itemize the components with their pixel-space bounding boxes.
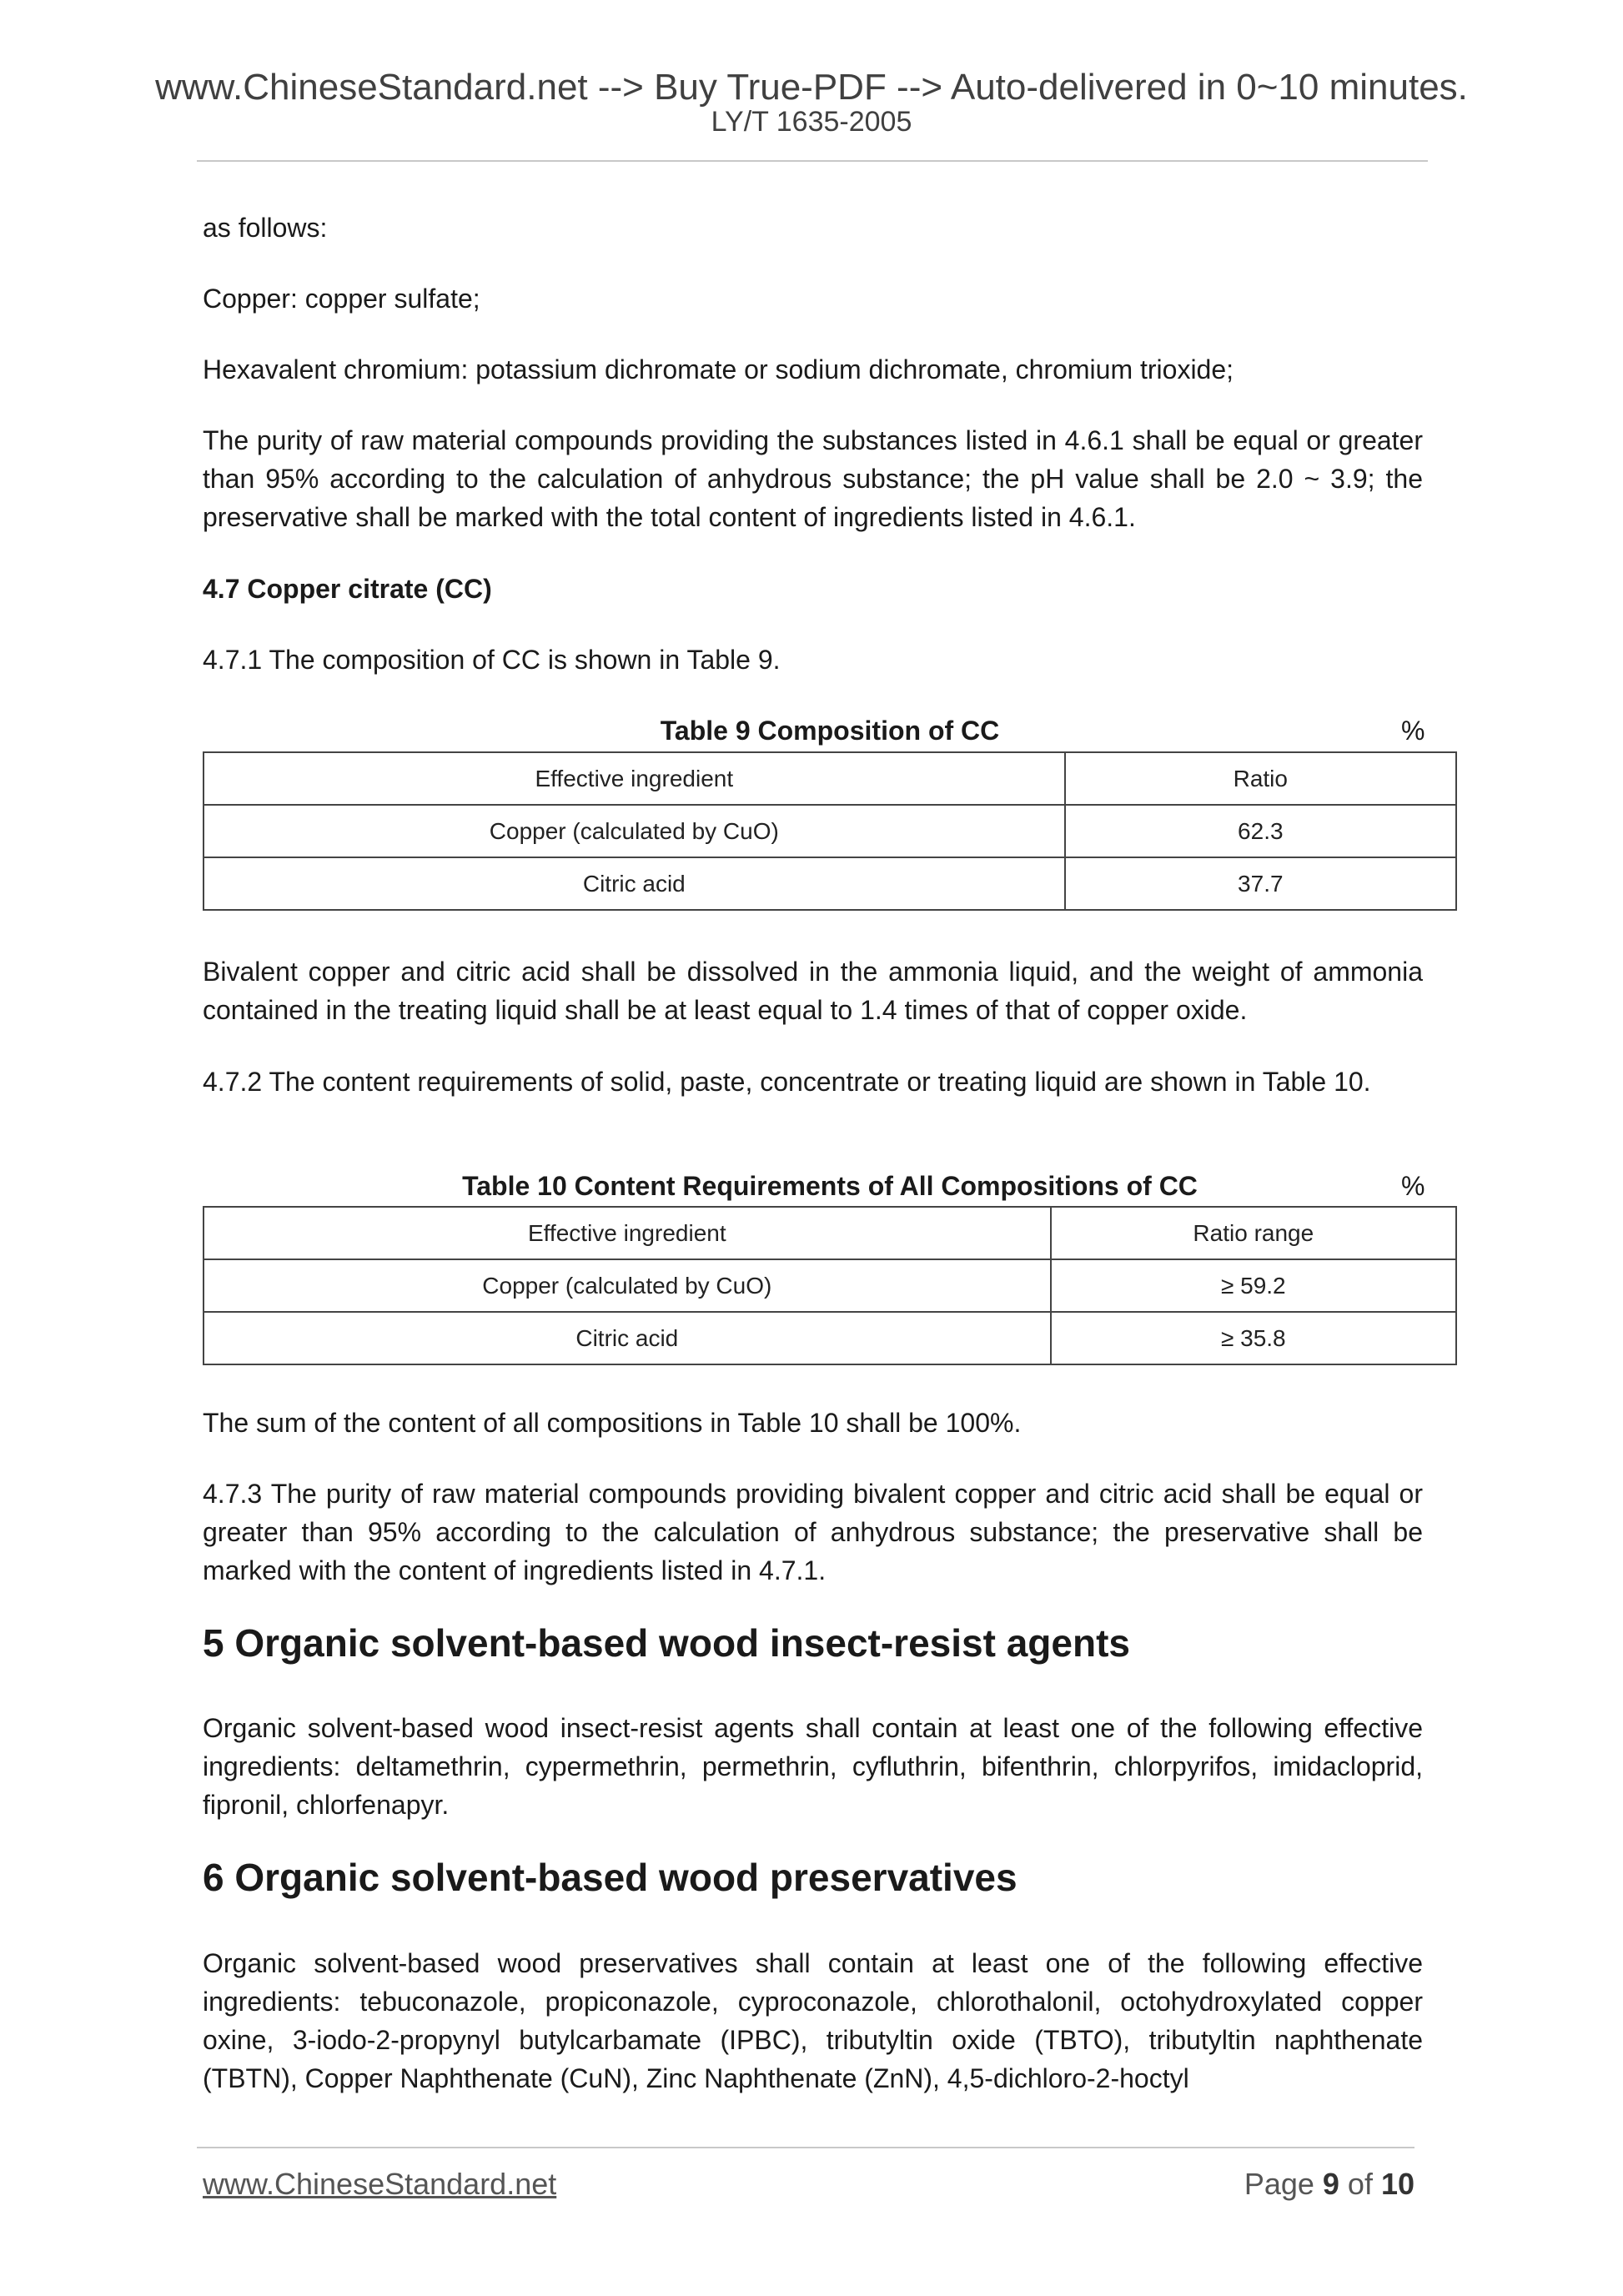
table9-header-row xyxy=(204,752,1456,805)
paragraph-as-follows: as follows: xyxy=(203,213,328,243)
section-heading-6: 6 Organic solvent-based wood preservatives xyxy=(203,1856,1018,1899)
table-cell: ≥ 35.8 xyxy=(1051,1312,1456,1364)
standard-code: LY/T 1635-2005 xyxy=(711,106,912,138)
table-row xyxy=(204,805,1456,857)
paragraph-sum: The sum of the content of all compositions in Table 10 shall be 100%. xyxy=(203,1408,1022,1438)
paragraph-4-7-2: 4.7.2 The content requirements of solid, paste, concentrate or treating liquid are shown in Table 10. xyxy=(203,1067,1371,1097)
paragraph-4-7-3: 4.7.3 The purity of raw material compounds providing bivalent copper and citric acid shall be equal or greater than 95% according to the calculation of anhydrous substance; the preservative shall be marked with the content of ingredients listed in 4.7.1. xyxy=(203,1479,1423,1585)
table9-header-cell: Effective ingredient xyxy=(204,752,1065,805)
table-row xyxy=(204,1259,1456,1312)
table-cell: Citric acid xyxy=(204,857,1065,910)
page-of: of xyxy=(1339,2167,1381,2201)
paragraph-section-5: Organic solvent-based wood insect-resist agents shall contain at least one of the following effective ingredients: deltamethrin, cypermethrin, permethrin, cyfluthrin, bifenthrin, chlorpyrifos, imidacloprid, fipronil, chlorfenapyr. xyxy=(203,1713,1423,1820)
paragraph-purity-461: The purity of raw material compounds providing the substances listed in 4.6.1 shall be equal or greater than 95% according to the calculation of anhydrous substance; the pH value shall be 2.0 ~ 3.9; the preservative shall be marked with the total content of ingredients listed in 4.6.1. xyxy=(203,425,1423,532)
paragraph-section-6: Organic solvent-based wood preservatives shall contain at least one of the following effective ingredients: tebuconazole, propiconazole, cyproconazole, chlorothalonil, octohydroxylated copper oxine, 3-iodo-2-propynyl butylcarbamate (IPBC), tributyltin oxide (TBTO), tributyltin naphthenate (TBTN), Copper Naphthenate (CuN), Zinc Naphthenate (ZnN), 4,5-dichloro-2-hoctyl xyxy=(203,1948,1423,2093)
page-total: 10 xyxy=(1380,2167,1414,2201)
table9-header-cell: Ratio xyxy=(1065,752,1456,805)
table-cell: 37.7 xyxy=(1065,857,1456,910)
section-heading-5: 5 Organic solvent-based wood insect-resist agents xyxy=(203,1621,1130,1665)
paragraph-4-7-1: 4.7.1 The composition of CC is shown in Table 9. xyxy=(203,645,781,675)
page-prefix: Page xyxy=(1244,2167,1323,2201)
table9 xyxy=(203,751,1457,911)
page-current: 9 xyxy=(1322,2167,1339,2201)
footer-site-link[interactable]: www.ChineseStandard.net xyxy=(203,2167,557,2201)
table10-header-cell: Ratio range xyxy=(1051,1207,1456,1259)
table-row xyxy=(204,1312,1456,1364)
header-divider xyxy=(197,160,1428,162)
table10-unit: % xyxy=(1401,1171,1425,1201)
paragraph-copper: Copper: copper sulfate; xyxy=(203,284,480,314)
table-cell: Citric acid xyxy=(204,1312,1051,1364)
table-cell: Copper (calculated by CuO) xyxy=(204,1259,1051,1312)
page-number xyxy=(1244,2165,1414,2203)
table9-unit: % xyxy=(1401,716,1425,746)
table10-caption: Table 10 Content Requirements of All Compositions of CC xyxy=(462,1171,1198,1201)
table-cell: Copper (calculated by CuO) xyxy=(204,805,1065,857)
table10-header-cell: Effective ingredient xyxy=(204,1207,1051,1259)
table10-header-row xyxy=(204,1207,1456,1259)
table-row xyxy=(204,857,1456,910)
footer-divider xyxy=(197,2147,1414,2148)
paragraph-hexavalent: Hexavalent chromium: potassium dichromate or sodium dichromate, chromium trioxide; xyxy=(203,354,1234,384)
paragraph-bivalent: Bivalent copper and citric acid shall be dissolved in the ammonia liquid, and the weight of ammonia contained in the treating liquid shall be at least equal to 1.4 times of that of copper oxide. xyxy=(203,957,1423,1025)
table9-caption: Table 9 Composition of CC xyxy=(660,716,1000,746)
section-heading-4-7: 4.7 Copper citrate (CC) xyxy=(203,574,492,604)
header-banner: www.ChineseStandard.net --> Buy True-PDF --> Auto-delivered in 0~10 minutes. xyxy=(155,67,1468,108)
table10 xyxy=(203,1206,1457,1365)
table-cell: 62.3 xyxy=(1065,805,1456,857)
table-cell: ≥ 59.2 xyxy=(1051,1259,1456,1312)
